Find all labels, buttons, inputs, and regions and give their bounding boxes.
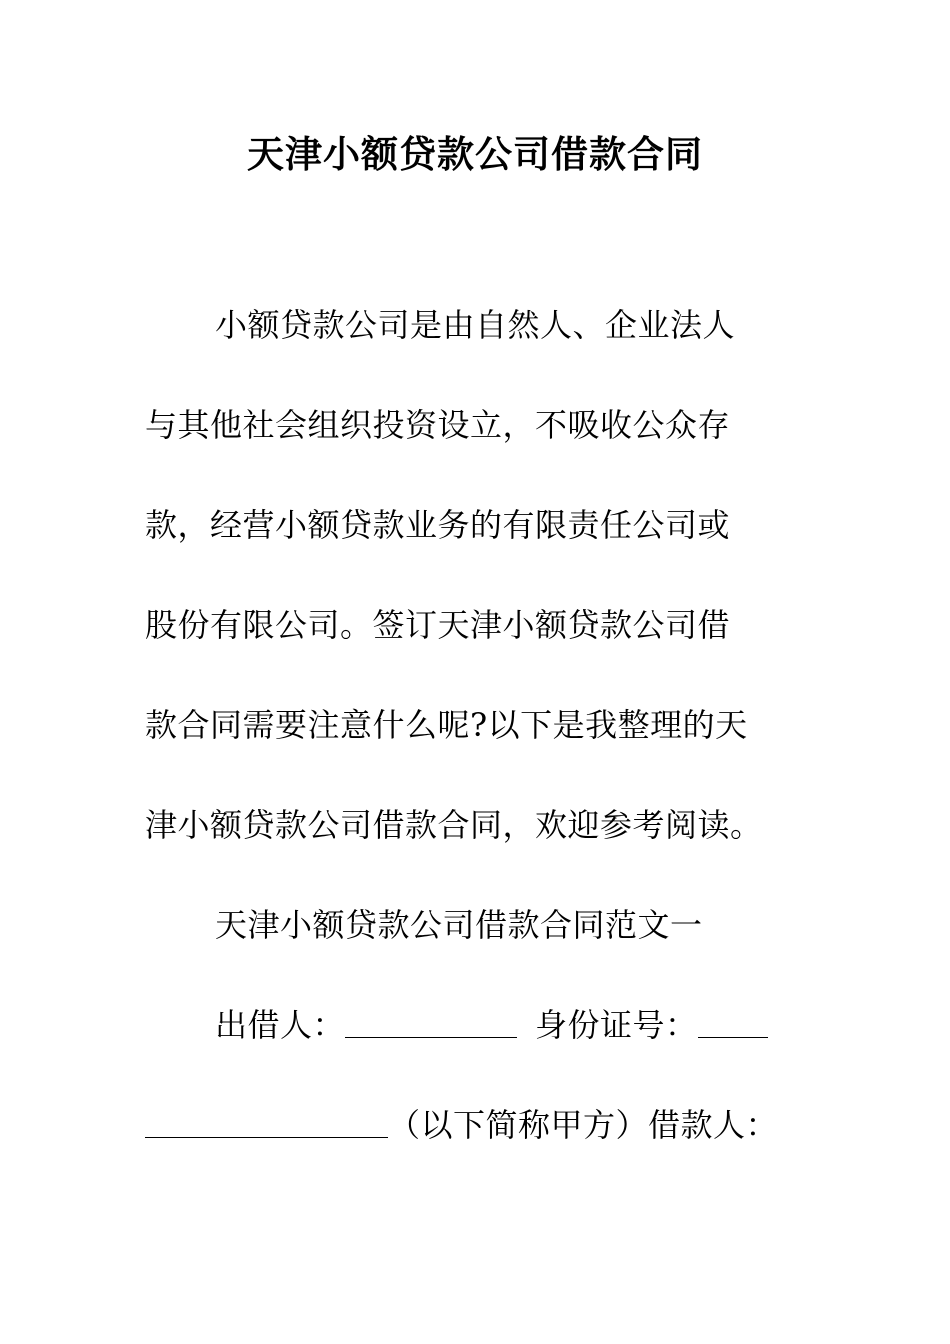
lender-name-blank[interactable] xyxy=(345,1007,517,1038)
paragraph-line: 与其他社会组织投资设立，不吸收公众存 xyxy=(145,406,731,444)
paragraph-line: 款，经营小额贷款业务的有限责任公司或 xyxy=(145,506,731,544)
lender-line xyxy=(215,1003,768,1047)
paragraph-line: 股份有限公司。签订天津小额贷款公司借 xyxy=(145,606,731,644)
section-heading: 天津小额贷款公司借款合同范文一 xyxy=(215,906,703,944)
id-number-blank-continued[interactable] xyxy=(145,1107,388,1138)
id-number-blank[interactable] xyxy=(698,1007,768,1038)
paragraph-line: 小额贷款公司是由自然人、企业法人 xyxy=(215,306,736,344)
lender-label: 出借人： xyxy=(215,1006,346,1044)
party-a-line xyxy=(145,1103,778,1147)
party-a-note: （以下简称甲方）借款人： xyxy=(388,1106,779,1144)
id-number-label: 身份证号： xyxy=(535,1006,698,1044)
document-title: 天津小额贷款公司借款合同 xyxy=(247,132,703,176)
paragraph-line: 津小额贷款公司借款合同，欢迎参考阅读。 xyxy=(145,806,763,844)
paragraph-line: 款合同需要注意什么呢?以下是我整理的天 xyxy=(145,706,748,744)
